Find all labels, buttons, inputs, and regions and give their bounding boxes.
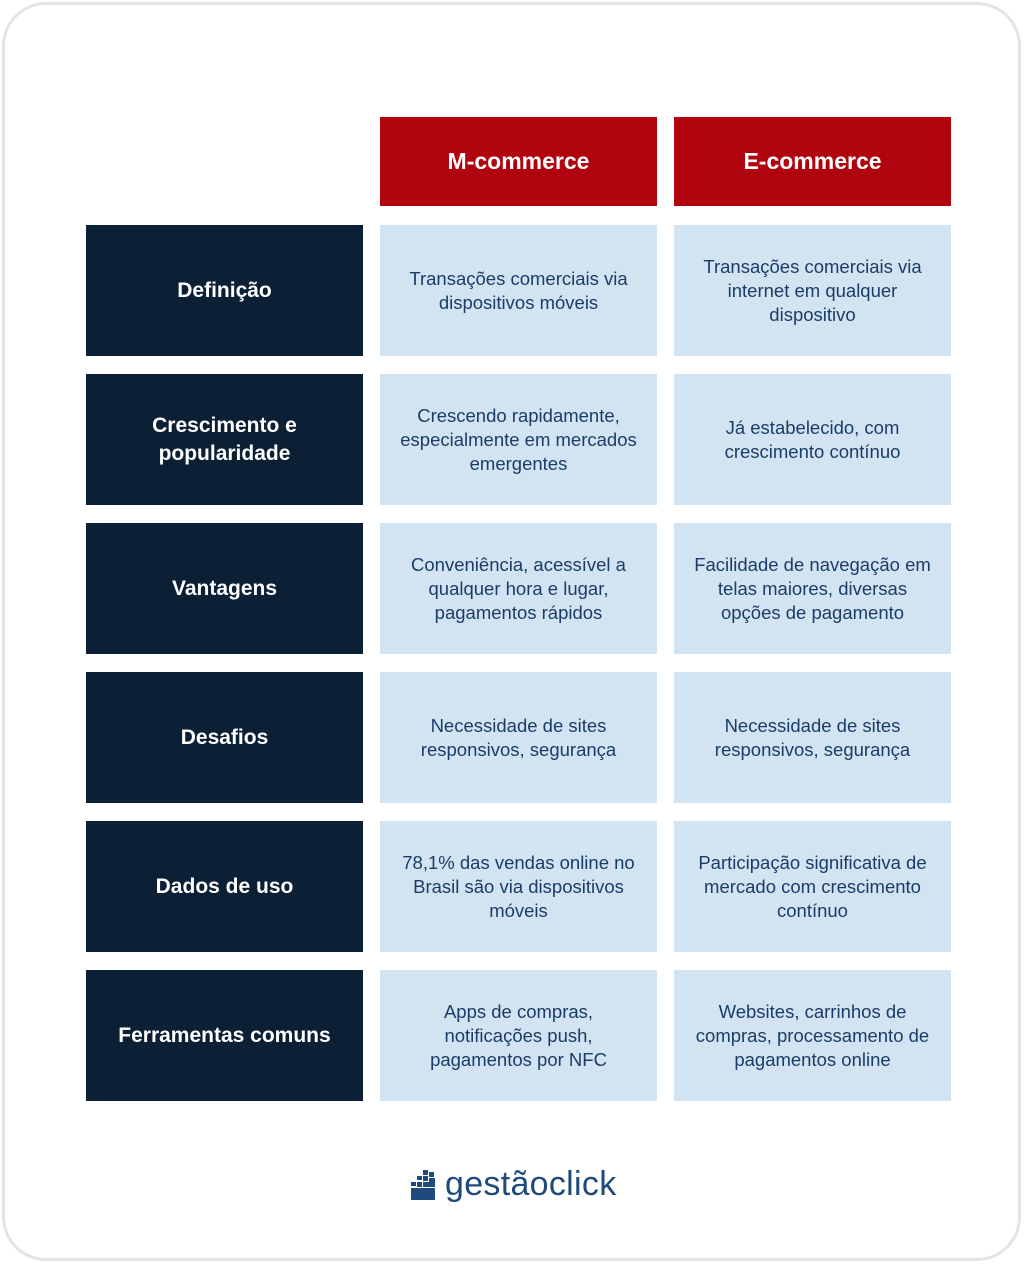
logo-text: gestãoclick [445, 1165, 617, 1203]
row-label: Dados de uso [86, 821, 363, 952]
stacked-blocks-icon [411, 1170, 437, 1200]
m-commerce-cell: Transações comerciais via dispositivos móveis [380, 225, 657, 356]
row-label: Ferramentas comuns [86, 970, 363, 1101]
row-label: Definição [86, 225, 363, 356]
e-commerce-cell: Já estabelecido, com crescimento contínuo [674, 374, 951, 505]
m-commerce-cell: Necessidade de sites responsivos, segurança [380, 672, 657, 803]
e-commerce-cell: Websites, carrinhos de compras, processamento de pagamentos online [674, 970, 951, 1101]
empty-corner [86, 117, 363, 207]
e-commerce-cell: Participação significativa de mercado com crescimento contínuo [674, 821, 951, 952]
e-commerce-cell: Facilidade de navegação em telas maiores, diversas opções de pagamento [674, 523, 951, 654]
gestaoclick-logo [411, 1165, 617, 1204]
row-label: Crescimento e popularidade [86, 374, 363, 505]
m-commerce-cell: Crescendo rapidamente, especialmente em mercados emergentes [380, 374, 657, 505]
e-commerce-cell: Necessidade de sites responsivos, segurança [674, 672, 951, 803]
e-commerce-cell: Transações comerciais via internet em qualquer dispositivo [674, 225, 951, 356]
m-commerce-cell: Conveniência, acessível a qualquer hora e lugar, pagamentos rápidos [380, 523, 657, 654]
m-commerce-cell: 78,1% das vendas online no Brasil são via dispositivos móveis [380, 821, 657, 952]
comparison-table [86, 117, 951, 1101]
column-header-m-commerce: M-commerce [380, 117, 657, 206]
infographic-card [2, 2, 1021, 1261]
column-header-e-commerce: E-commerce [674, 117, 951, 206]
row-label: Desafios [86, 672, 363, 803]
m-commerce-cell: Apps de compras, notificações push, pagamentos por NFC [380, 970, 657, 1101]
row-label: Vantagens [86, 523, 363, 654]
